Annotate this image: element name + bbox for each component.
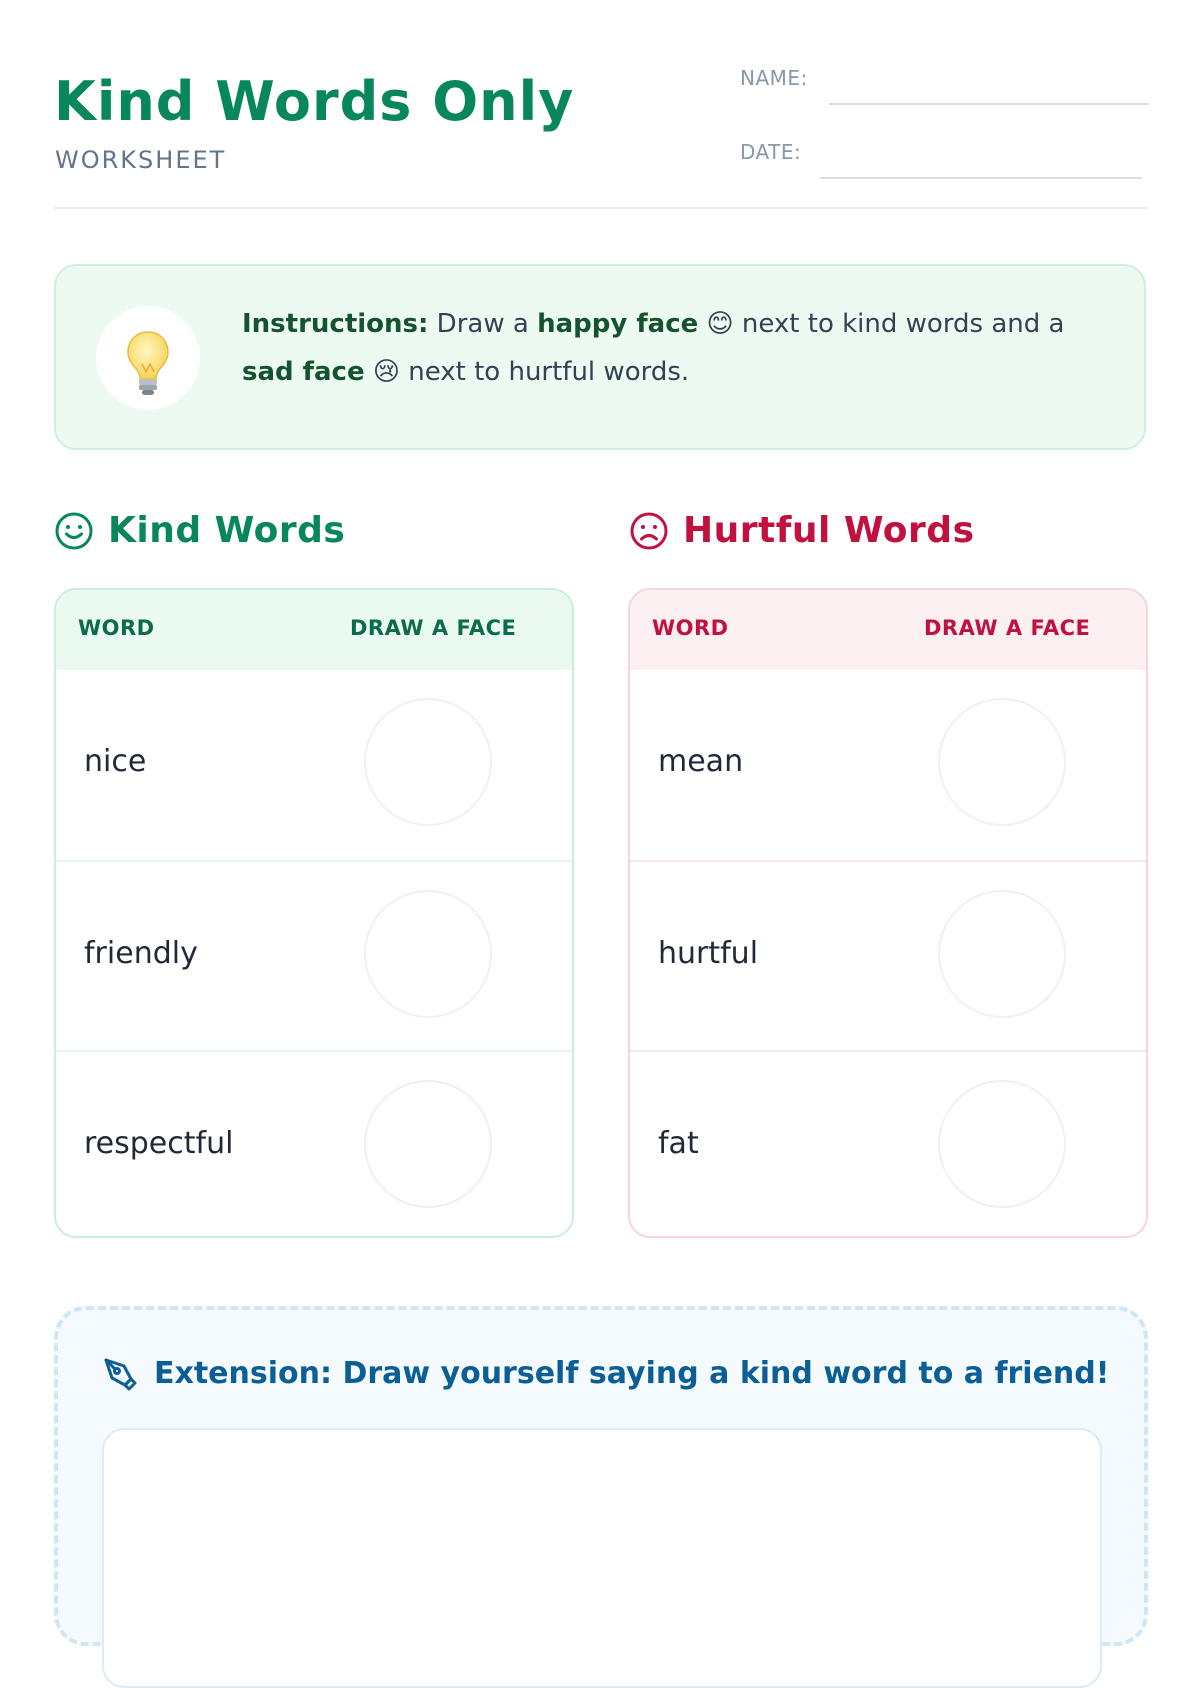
face-drawing-circle[interactable] [938,890,1066,1018]
instructions-box [54,264,1146,450]
table-row [56,860,572,1050]
name-field[interactable] [829,103,1149,105]
word-cell: mean [658,744,744,779]
happy-emoji: 😊 [706,309,734,339]
page-subtitle: WORKSHEET [55,146,227,174]
column-header-draw-face: DRAW A FACE [350,616,517,640]
hurtful-words-heading [629,510,975,551]
sad-emoji: 😢 [372,357,400,387]
kind-words-table [54,588,574,1238]
word-cell: fat [658,1126,699,1161]
sad-face-text: sad face [242,357,365,387]
table-header [56,590,572,670]
smile-icon [54,511,94,551]
drawing-area[interactable] [102,1428,1102,1688]
word-cell: nice [84,744,147,779]
pen-tool-icon [100,1354,138,1392]
date-field[interactable] [820,177,1142,179]
face-drawing-circle[interactable] [938,1080,1066,1208]
lightbulb-icon [96,306,200,410]
header-divider [54,207,1148,209]
page-title: Kind Words Only [54,70,575,133]
instructions-part: next to kind words and a [733,309,1065,339]
table-row [56,670,572,860]
hurtful-words-table [628,588,1148,1238]
happy-face-text: happy face [537,309,699,339]
word-cell: hurtful [658,936,759,971]
instructions-text [242,300,1102,396]
table-row [630,670,1146,860]
column-header-draw-face: DRAW A FACE [924,616,1091,640]
kind-words-title: Kind Words [108,510,346,551]
face-drawing-circle[interactable] [364,890,492,1018]
instructions-label: Instructions: [242,309,429,339]
table-header [630,590,1146,670]
date-label: DATE: [740,140,802,164]
extension-section [54,1306,1148,1646]
hurtful-words-title: Hurtful Words [683,510,975,551]
lightbulb-badge [96,306,200,410]
extension-heading [100,1354,1109,1392]
table-row [630,860,1146,1050]
table-row [56,1050,572,1238]
table-row [630,1050,1146,1238]
instructions-part: Draw a [428,309,538,339]
face-drawing-circle[interactable] [364,1080,492,1208]
kind-words-heading [54,510,345,551]
face-drawing-circle[interactable] [364,698,492,826]
frown-icon [629,511,669,551]
instructions-part: next to hurtful words. [399,357,690,387]
word-cell: respectful [84,1126,234,1161]
word-cell: friendly [84,936,198,971]
column-header-word: WORD [78,616,155,640]
column-header-word: WORD [652,616,729,640]
name-label: NAME: [740,66,808,90]
extension-title: Extension: Draw yourself saying a kind word to a friend! [154,1355,1110,1391]
face-drawing-circle[interactable] [938,698,1066,826]
